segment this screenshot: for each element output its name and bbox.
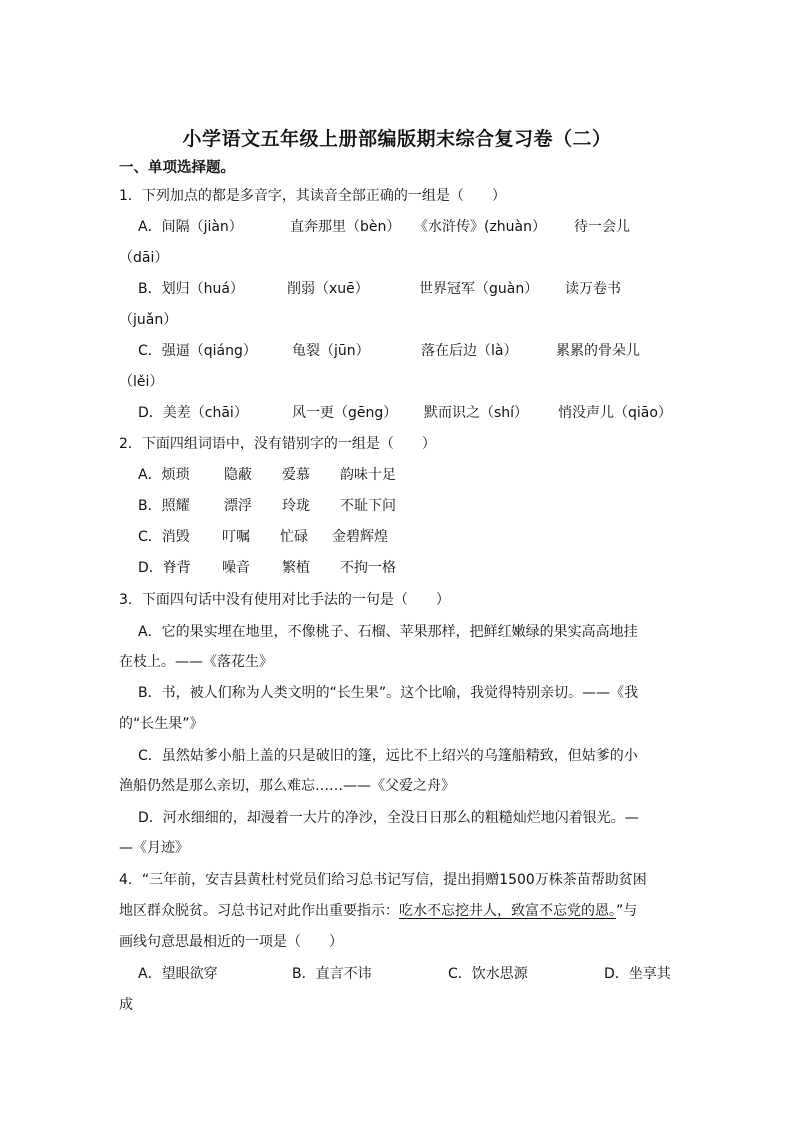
question-4-option-d-wrap: 成	[119, 997, 133, 1013]
question-1-option-d-part4: 悄没声儿（qiāo）	[558, 405, 672, 421]
question-2-option-c-word3: 忙碌	[280, 529, 308, 545]
question-2-option-d-word2: 噪音	[222, 560, 250, 576]
question-2-option-a-word3: 爱慕	[282, 467, 310, 483]
question-3-option-c-line2: 渔船仍然是那么亲切，那么难忘……——《父爱之舟》	[119, 778, 455, 794]
question-3-option-a-line2: 在枝上。——《落花生》	[119, 654, 273, 670]
question-3-option-b-line2: 的“长生果”》	[119, 716, 204, 732]
question-1-option-a-part3: 《水浒传》(zhuàn）	[414, 219, 547, 235]
question-2-option-c-word1: C．消毁	[138, 529, 190, 545]
question-4-stem-line2	[119, 901, 637, 921]
question-1-option-b-part2: 削弱（xuē）	[287, 281, 369, 297]
question-1-stem: 1．下列加点的都是多音字，其读音全部正确的一组是（ ）	[119, 188, 506, 204]
question-2-stem: 2．下面四组词语中，没有错别字的一组是（ ）	[119, 436, 436, 452]
question-2-option-d-word3: 繁植	[282, 560, 310, 576]
question-1-option-c-part3: 落在后边（là）	[421, 343, 518, 359]
question-4-underlined-sentence: 吃水不忘挖井人，致富不忘党的恩。	[399, 903, 616, 919]
question-1-option-d-part2: 风一更（gēng）	[292, 405, 398, 421]
question-4-stem-line2-post: ”与	[616, 903, 638, 919]
section-heading-single-choice: 一、单项选择题。	[119, 160, 235, 176]
question-1-option-c-part2: 龟裂（jūn）	[292, 343, 370, 359]
question-2-option-b-word3: 玲珑	[282, 498, 310, 514]
question-4-stem-line3: 画线句意思最相近的一项是（ ）	[119, 934, 343, 950]
question-3-option-d-line1: D．河水细细的，却漫着一大片的净沙，全没日日那么的粗糙灿烂地闪着银光。—	[138, 810, 639, 826]
question-2-option-d-word1: D．脊背	[138, 560, 191, 576]
question-1-option-d-part1: D．美差（chāi）	[138, 405, 248, 421]
question-1-option-d-part3: 默而识之（shí）	[424, 405, 529, 421]
question-3-option-b-line1: B．书，被人们称为人类文明的“长生果”。这个比喻，我觉得特别亲切。——《我	[138, 685, 639, 701]
question-4-stem-line1: 4．“三年前，安吉县黄杜村党员们给习总书记写信，提出捐赠1500万株茶苗帮助贫困	[119, 872, 647, 888]
question-4-option-c: C．饮水思源	[448, 966, 528, 982]
question-1-option-c-wrap: （lěi）	[119, 374, 164, 390]
question-2-option-d-word4: 不拘一格	[340, 560, 396, 576]
question-2-option-a-word1: A．烦琐	[138, 467, 190, 483]
question-1-option-b-part1: B．划归（huá）	[138, 281, 244, 297]
question-1-option-a-part2: 直奔那里（bèn）	[290, 219, 401, 235]
question-1-option-a-part4: 待一会儿	[574, 219, 630, 235]
question-2-option-c-word2: 叮嘱	[222, 529, 250, 545]
question-1-option-c-part4: 累累的骨朵儿	[556, 343, 640, 359]
question-2-option-a-word2: 隐蔽	[224, 467, 252, 483]
question-1-option-a-part1: A．间隔（jiàn）	[138, 219, 243, 235]
question-2-option-a-word4: 韵味十足	[340, 467, 396, 483]
question-3-option-d-line2: —《月迹》	[119, 840, 189, 856]
question-4-option-b: B．直言不讳	[292, 966, 372, 982]
question-4-option-a: A．望眼欲穿	[138, 966, 218, 982]
question-3-stem: 3．下面四句话中没有使用对比手法的一句是（ ）	[119, 592, 450, 608]
question-2-option-b-word2: 漂浮	[224, 498, 252, 514]
question-2-option-b-word4: 不耻下问	[340, 498, 396, 514]
question-1-option-a-wrap: （dāi）	[119, 250, 169, 266]
question-3-option-c-line1: C．虽然姑爹小船上盖的只是破旧的篷，远比不上绍兴的乌篷船精致，但姑爹的小	[138, 748, 638, 764]
question-1-option-b-wrap: （juǎn）	[119, 312, 178, 328]
question-2-option-c-word4: 金碧辉煌	[332, 529, 388, 545]
question-4-stem-line2-pre: 地区群众脱贫。习总书记对此作出重要指示：	[119, 903, 399, 919]
question-2-option-b-word1: B．照耀	[138, 498, 190, 514]
question-1-option-b-part4: 读万卷书	[565, 281, 621, 297]
question-1-option-b-part3: 世界冠军（guàn）	[419, 281, 539, 297]
exam-title: 小学语文五年级上册部编版期末综合复习卷（二）	[182, 128, 612, 150]
question-3-option-a-line1: A．它的果实埋在地里，不像桃子、石榴、苹果那样，把鲜红嫩绿的果实高高地挂	[138, 624, 638, 640]
question-4-option-d: D．坐享其	[604, 966, 671, 982]
question-1-option-c-part1: C．强逼（qiáng）	[138, 343, 257, 359]
